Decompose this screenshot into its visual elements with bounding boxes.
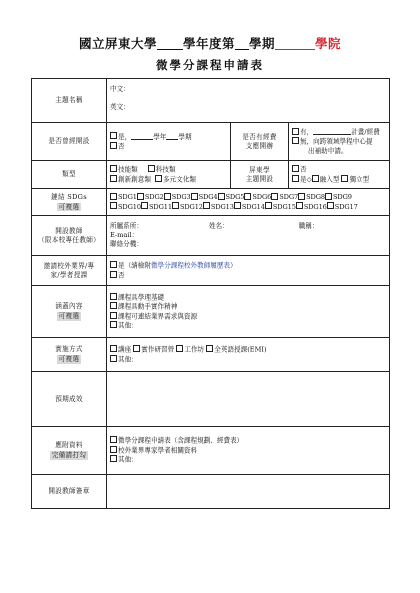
funding-yes-label: 有， xyxy=(300,128,314,137)
sdgs-line-2 xyxy=(110,202,386,211)
sdg-option xyxy=(271,193,298,201)
sdg-option xyxy=(110,193,137,201)
teacher-field[interactable] xyxy=(107,216,390,256)
content-other-checkbox[interactable] xyxy=(110,321,117,328)
external-no-label: 否 xyxy=(118,271,125,279)
form-title: 微學分課程申請表 xyxy=(156,58,264,72)
sdgs-field xyxy=(107,189,390,216)
sdg-checkbox[interactable] xyxy=(191,193,198,200)
sdg-label: SDG12 xyxy=(179,202,203,211)
pingdong-integrate-label: 融入型 xyxy=(319,175,340,183)
attach-expert-label: 校外業界專家學者相關資料 xyxy=(118,446,198,455)
sdg-label: SDG10 xyxy=(118,202,141,211)
funding-none-label: 無，向跨領域學程中心提 xyxy=(300,137,373,146)
row-history xyxy=(32,123,390,161)
label-pingdong xyxy=(231,161,289,189)
content-label: 涵蓋內容 xyxy=(55,302,83,311)
row-topic xyxy=(32,79,390,123)
sdg-option xyxy=(137,193,164,201)
funding-none-checkbox[interactable] xyxy=(292,137,299,144)
sdg-checkbox[interactable] xyxy=(172,202,179,209)
row-sdgs xyxy=(32,189,390,216)
label-sdgs xyxy=(32,189,107,216)
content-multi-tag: 可複選 xyxy=(58,312,80,320)
method-workshop-label: 工作坊 xyxy=(184,345,205,354)
pingdong-field xyxy=(289,161,390,189)
method-camp-checkbox[interactable] xyxy=(133,345,140,352)
method-camp-label: 實作研習營 xyxy=(141,345,175,354)
sdg-checkbox[interactable] xyxy=(325,193,332,200)
sdg-option xyxy=(327,203,358,211)
method-emi-checkbox[interactable] xyxy=(206,345,213,352)
pingdong-integrate-checkbox[interactable] xyxy=(312,175,319,182)
sdg-option xyxy=(110,203,141,211)
external-field xyxy=(107,256,390,286)
sdg-option xyxy=(265,203,296,211)
method-lecture-label: 講座 xyxy=(118,345,132,354)
topic-zh: 中文： xyxy=(110,85,130,93)
row-teacher xyxy=(32,216,390,256)
sdg-label: SDG7 xyxy=(279,193,299,202)
sdg-label: SDG15 xyxy=(272,202,296,211)
label-history: 是否曾經開設 xyxy=(32,123,107,161)
signature-field[interactable] xyxy=(107,475,390,509)
funding-label-line2: 支應開辦 xyxy=(245,141,274,150)
attach-other-label: 其他： xyxy=(118,455,138,464)
row-content xyxy=(32,286,390,338)
label-type: 類型 xyxy=(32,161,107,189)
external-resume-link[interactable]: 微學分課程校外教師履歷表 xyxy=(150,261,231,270)
sdg-label: SDG9 xyxy=(333,193,352,202)
term-blank[interactable] xyxy=(235,37,249,50)
sdg-checkbox[interactable] xyxy=(244,193,251,200)
sdg-checkbox[interactable] xyxy=(296,202,303,209)
teacher-dept-label: 所屬系所： xyxy=(110,222,143,231)
year-blank[interactable] xyxy=(157,37,183,50)
sdg-option xyxy=(164,193,191,201)
row-attachments xyxy=(32,427,390,475)
type-tech-label: 科技類 xyxy=(155,165,176,174)
sdg-option xyxy=(141,203,172,211)
method-emi-label: 全英語授課(EMI) xyxy=(214,345,267,354)
sdg-checkbox[interactable] xyxy=(271,193,278,200)
sdg-label: SDG14 xyxy=(241,202,265,211)
history-yes-label: 是， xyxy=(118,132,132,141)
row-external xyxy=(32,256,390,286)
content-theory-checkbox[interactable] xyxy=(110,293,117,300)
topic-field[interactable] xyxy=(107,79,390,123)
method-workshop-checkbox[interactable] xyxy=(176,345,183,352)
history-no-label: 否 xyxy=(118,142,125,151)
label-external xyxy=(32,256,107,286)
external-yes-close: ） xyxy=(230,261,237,270)
pingdong-yes-checkbox[interactable] xyxy=(292,175,299,182)
sdg-checkbox[interactable] xyxy=(327,202,334,209)
sdg-option xyxy=(218,193,245,201)
attach-field xyxy=(107,427,390,475)
row-method xyxy=(32,338,390,372)
teacher-sublabel: （限本校專任教師） xyxy=(37,235,101,244)
content-field xyxy=(107,286,390,338)
sdg-option xyxy=(296,203,327,211)
pingdong-standalone-checkbox[interactable] xyxy=(341,175,348,182)
sdg-checkbox[interactable] xyxy=(110,202,117,209)
history-year-blank[interactable] xyxy=(131,132,153,140)
label-teacher xyxy=(32,216,107,256)
sdg-option xyxy=(325,193,352,201)
pingdong-label-line1: 屏東學 xyxy=(249,165,270,174)
external-label-line1: 邀請校外業界/專 xyxy=(43,261,95,270)
history-no-checkbox[interactable] xyxy=(110,142,117,149)
funding-none-label-2: 出補助申請。 xyxy=(308,146,348,155)
sdg-label: SDG4 xyxy=(198,193,218,202)
type-culture-checkbox[interactable] xyxy=(155,175,162,182)
method-other-label: 其他： xyxy=(118,355,138,363)
sdg-label: SDG8 xyxy=(306,193,325,202)
term-suffix: 學期 xyxy=(249,36,276,51)
content-handson-checkbox[interactable] xyxy=(110,302,117,309)
content-other-label: 其他： xyxy=(118,321,138,330)
sdg-checkbox[interactable] xyxy=(203,202,210,209)
external-yes-label: 是（請檢附 xyxy=(118,261,151,270)
method-lecture-checkbox[interactable] xyxy=(110,345,117,352)
content-industry-label: 課程可連結業界需求與資源 xyxy=(118,312,198,320)
pingdong-no-checkbox[interactable] xyxy=(292,165,299,172)
teacher-label: 開設教師 xyxy=(55,226,83,235)
teacher-name-label: 姓名： xyxy=(208,222,229,231)
type-tech-checkbox[interactable] xyxy=(148,165,155,172)
content-theory-label: 課程具學理基礎 xyxy=(118,293,165,302)
label-method xyxy=(32,338,107,372)
content-handson-label: 課程具動手實作精神 xyxy=(118,302,178,311)
sdg-option xyxy=(244,193,271,201)
type-culture-label: 多元文化類 xyxy=(162,175,196,183)
row-type xyxy=(32,161,390,189)
sdg-checkbox[interactable] xyxy=(298,193,305,200)
pingdong-standalone-label: 獨立型 xyxy=(349,175,370,183)
sdg-label: SDG17 xyxy=(334,202,358,211)
teacher-email-label: E-mail： xyxy=(110,231,139,240)
label-outcome: 預期成效 xyxy=(32,372,107,427)
attach-expert-checkbox[interactable] xyxy=(110,446,117,453)
sdg-checkbox[interactable] xyxy=(137,193,144,200)
history-year-label: 學年 xyxy=(153,132,167,141)
sdg-checkbox[interactable] xyxy=(141,202,148,209)
attach-other-checkbox[interactable] xyxy=(110,455,117,462)
funding-plan-label: 計畫/經費 xyxy=(351,128,380,137)
attach-form-checkbox[interactable] xyxy=(110,436,117,443)
sdg-checkbox[interactable] xyxy=(164,193,171,200)
header-title xyxy=(0,34,420,52)
sdg-option xyxy=(203,203,234,211)
sdg-checkbox[interactable] xyxy=(218,193,225,200)
sdg-label: SDG13 xyxy=(210,202,234,211)
sdg-label: SDG2 xyxy=(144,193,164,202)
sdg-label: SDG3 xyxy=(171,193,191,202)
type-innovation-checkbox[interactable] xyxy=(110,175,117,182)
label-topic: 主題名稱 xyxy=(32,79,107,123)
type-skill-label: 技能類 xyxy=(118,165,138,174)
pingdong-yes-label: 是◇ xyxy=(300,175,312,183)
sdg-option xyxy=(298,193,325,201)
sdg-checkbox[interactable] xyxy=(110,193,117,200)
university-name: 國立屏東大學 xyxy=(78,36,157,51)
sdg-label: SDG6 xyxy=(252,193,272,202)
method-multi-tag: 可複選 xyxy=(58,355,80,363)
sdg-option xyxy=(172,203,203,211)
row-signature xyxy=(32,475,390,509)
type-field xyxy=(107,161,231,189)
funding-plan-blank[interactable] xyxy=(313,127,351,135)
label-content xyxy=(32,286,107,338)
sdg-label: SDG11 xyxy=(148,202,172,211)
method-field xyxy=(107,338,390,372)
label-attachments xyxy=(32,427,107,475)
label-signature: 開設教師簽章 xyxy=(32,475,107,509)
external-label-line2: 家/學者授課 xyxy=(50,270,88,279)
sdg-checkbox[interactable] xyxy=(234,202,241,209)
history-yes-checkbox[interactable] xyxy=(110,132,117,139)
type-skill-checkbox[interactable] xyxy=(110,165,117,172)
sdg-label: SDG1 xyxy=(118,193,137,202)
sdg-label: SDG5 xyxy=(225,193,245,202)
sdg-checkbox[interactable] xyxy=(265,202,272,209)
college-blank[interactable] xyxy=(275,37,315,50)
year-suffix: 學年度第 xyxy=(182,36,235,51)
attach-form-label: 微學分課程申請表（含課程規劃、經費表） xyxy=(118,436,244,445)
method-label: 實施方式 xyxy=(55,345,83,354)
funding-label-line1: 是否有經費 xyxy=(242,132,277,141)
label-funding xyxy=(231,123,289,161)
funding-field xyxy=(289,123,390,161)
history-field xyxy=(107,123,231,161)
pingdong-no-label: 否 xyxy=(300,165,307,174)
content-industry-checkbox[interactable] xyxy=(110,312,117,319)
application-form-table xyxy=(31,78,390,509)
outcome-field[interactable] xyxy=(107,372,390,427)
history-term-label: 學期 xyxy=(178,132,192,141)
attach-check-tag: 完備請打勾 xyxy=(51,451,87,459)
history-term-blank[interactable] xyxy=(166,132,178,140)
external-no-checkbox[interactable] xyxy=(110,271,117,278)
college-suffix: 學院 xyxy=(315,36,342,51)
type-innovation-label: 創新創意類 xyxy=(118,175,151,183)
row-outcome xyxy=(32,372,390,427)
sdg-option xyxy=(234,203,265,211)
external-yes-checkbox[interactable] xyxy=(110,261,117,268)
pingdong-label-line2: 主題開設 xyxy=(245,174,274,183)
method-other-checkbox[interactable] xyxy=(110,355,117,362)
sdg-option xyxy=(191,193,218,201)
teacher-title-label: 職稱： xyxy=(298,222,319,231)
sdgs-line-1 xyxy=(110,193,386,202)
sdgs-label: 鏈結 SDGs xyxy=(51,192,87,201)
topic-en: 英文： xyxy=(110,102,130,111)
attach-label: 應附資料 xyxy=(55,441,83,450)
teacher-ext-label: 聯絡分機： xyxy=(110,239,143,248)
sdg-label: SDG16 xyxy=(303,202,327,211)
funding-yes-checkbox[interactable] xyxy=(292,128,299,135)
sdgs-multi-tag: 可複選 xyxy=(58,202,80,211)
